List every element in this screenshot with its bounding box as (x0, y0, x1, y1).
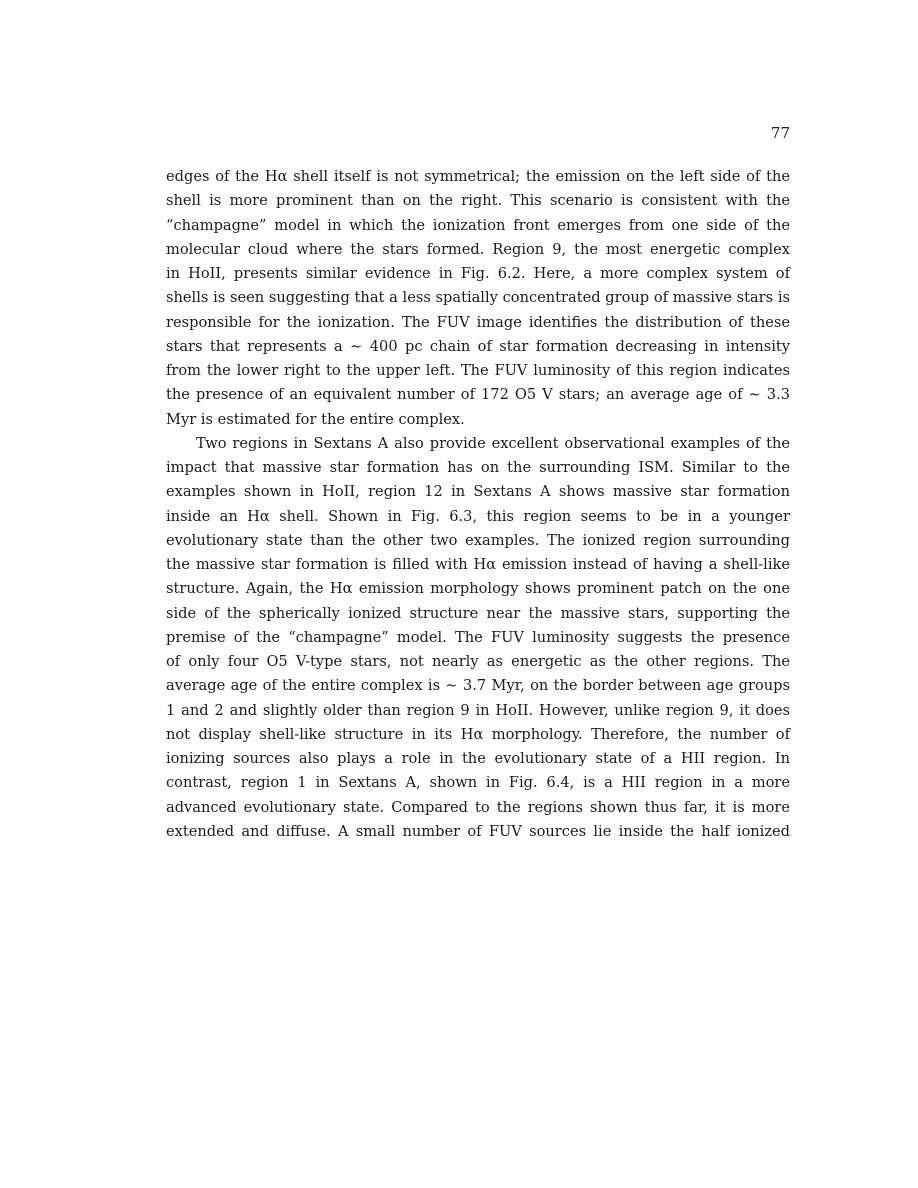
text-line: the massive star formation is filled with Hα emission instead of having a shell-like (166, 556, 790, 573)
text-line: average age of the entire complex is ∼ 3.7 Myr, on the border between age groups (166, 677, 790, 695)
text-line: advanced evolutionary state. Compared to the regions shown thus far, it is more (166, 798, 790, 816)
text-line: edges of the Hα shell itself is not symmetrical; the emission on the left side of the (166, 168, 790, 185)
text-line: side of the spherically ionized structure near the massive stars, supporting the (166, 604, 790, 622)
text-line: ionizing sources also plays a role in the evolutionary state of a HII region. In (166, 750, 790, 767)
text-line: premise of the “champagne” model. The FUV luminosity suggests the presence (166, 628, 790, 646)
paragraph-2 (166, 432, 790, 844)
text-line: inside an Hα shell. Shown in Fig. 6.3, this region seems to be in a younger (166, 507, 790, 525)
text-line: of only four O5 V-type stars, not nearly as energetic as the other regions. The (166, 653, 790, 670)
paragraph-1 (166, 165, 790, 432)
text-line: Two regions in Sextans A also provide excellent observational examples of the (196, 434, 790, 452)
text-line: shell is more prominent than on the right. This scenario is consistent with the (166, 192, 790, 210)
text-line: impact that massive star formation has on the surrounding ISM. Similar to the (166, 459, 790, 476)
text-line: shells is seen suggesting that a less spatially concentrated group of massive stars is (166, 289, 790, 307)
text-line: Myr is estimated for the entire complex. (166, 410, 465, 428)
text-line: contrast, region 1 in Sextans A, shown in Fig. 6.4, is a HII region in a more (166, 774, 790, 792)
text-line: structure. Again, the Hα emission morphology shows prominent patch on the one (166, 580, 790, 598)
text-line: the presence of an equivalent number of 172 O5 V stars; an average age of ∼ 3.3 (166, 386, 790, 404)
page-number: 77 (770, 124, 790, 142)
text-line: from the lower right to the upper left. The FUV luminosity of this region indicates (166, 362, 790, 379)
text-line: 1 and 2 and slightly older than region 9 in HoII. However, unlike region 9, it does (166, 701, 790, 719)
text-line: examples shown in HoII, region 12 in Sextans A shows massive star formation (166, 483, 790, 501)
text-line: stars that represents a ∼ 400 pc chain of star formation decreasing in intensity (166, 337, 790, 355)
text-line: molecular cloud where the stars formed. Region 9, the most energetic complex (166, 240, 790, 258)
text-line: “champagne” model in which the ionization front emerges from one side of the (166, 216, 790, 234)
body-text (166, 165, 790, 844)
text-line: responsible for the ionization. The FUV image identifies the distribution of these (166, 313, 790, 331)
text-line: extended and diffuse. A small number of FUV sources lie inside the half ionized (166, 822, 790, 840)
text-line: not display shell-like structure in its Hα morphology. Therefore, the number of (166, 725, 790, 743)
text-line: in HoII, presents similar evidence in Fig. 6.2. Here, a more complex system of (166, 265, 790, 282)
text-line: evolutionary state than the other two examples. The ionized region surrounding (166, 531, 790, 549)
